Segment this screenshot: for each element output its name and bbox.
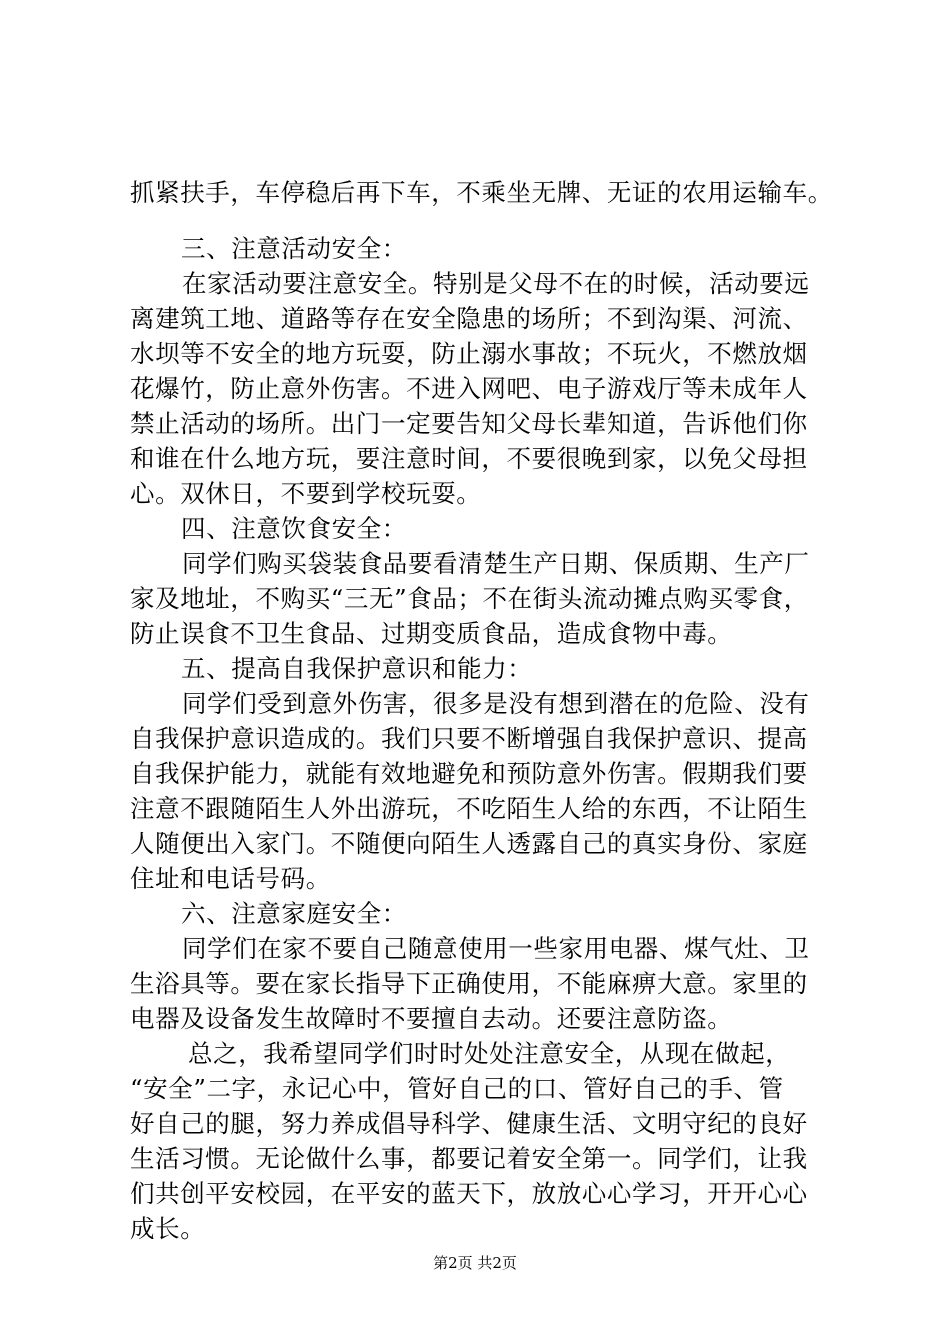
- paragraph-line: 在家活动要注意安全。特别是父母不在的时候，活动要远: [182, 269, 810, 298]
- section-heading: 三、注意活动安全：: [181, 234, 407, 263]
- paragraph-line: “安全”二字，永记心中，管好自己的口、管好自己的手、管: [130, 1074, 784, 1103]
- paragraph-line: 自我保护能力，就能有效地避免和预防意外伤害。假期我们要: [130, 759, 808, 788]
- paragraph-line: 人随便出入家门。不随便向陌生人透露自己的真实身份、家庭: [130, 829, 808, 858]
- section-heading: 六、注意家庭安全：: [181, 899, 407, 928]
- paragraph-line: 生活习惯。无论做什么事，都要记着安全第一。同学们，让我: [130, 1144, 808, 1173]
- paragraph-line: 禁止活动的场所。出门一定要告知父母长辈知道，告诉他们你: [130, 409, 808, 438]
- page-number-footer: 第2页 共2页: [433, 1254, 517, 1272]
- paragraph-line: 好自己的腿，努力养成倡导科学、健康生活、文明守纪的良好: [130, 1109, 808, 1138]
- paragraph-line: 心。双休日，不要到学校玩耍。: [130, 479, 482, 508]
- paragraph-line: 水坝等不安全的地方玩耍，防止溺水事故；不玩火，不燃放烟: [130, 339, 808, 368]
- paragraph-line: 总之，我希望同学们时时处处注意安全，从现在做起，: [188, 1039, 791, 1068]
- paragraph-line: 和谁在什么地方玩，要注意时间，不要很晚到家，以免父母担: [130, 444, 808, 473]
- paragraph-line: 抓紧扶手，车停稳后再下车，不乘坐无牌、无证的农用运输车。: [130, 178, 833, 207]
- paragraph-line: 电器及设备发生故障时不要擅自去动。还要注意防盗。: [130, 1004, 733, 1033]
- paragraph-line: 离建筑工地、道路等存在安全隐患的场所；不到沟渠、河流、: [130, 304, 808, 333]
- paragraph-line: 成长。: [130, 1214, 206, 1243]
- paragraph-line: 住址和电话号码。: [130, 864, 331, 893]
- paragraph-line: 生浴具等。要在家长指导下正确使用，不能麻痹大意。家里的: [130, 969, 808, 998]
- section-heading: 四、注意饮食安全：: [181, 514, 407, 543]
- paragraph-line: 注意不跟随陌生人外出游玩，不吃陌生人给的东西，不让陌生: [130, 794, 808, 823]
- section-heading: 五、提高自我保护意识和能力：: [181, 654, 533, 683]
- paragraph-line: 自我保护意识造成的。我们只要不断增强自我保护意识、提高: [130, 724, 808, 753]
- paragraph-line: 家及地址，不购买“三无”食品；不在街头流动摊点购买零食，: [130, 584, 809, 613]
- paragraph-line: 同学们在家不要自己随意使用一些家用电器、煤气灶、卫: [182, 934, 810, 963]
- paragraph-line: 同学们购买袋装食品要看清楚生产日期、保质期、生产厂: [182, 549, 810, 578]
- paragraph-line: 同学们受到意外伤害，很多是没有想到潜在的危险、没有: [182, 689, 810, 718]
- paragraph-line: 们共创平安校园，在平安的蓝天下，放放心心学习，开开心心: [130, 1179, 808, 1208]
- paragraph-line: 防止误食不卫生食品、过期变质食品，造成食物中毒。: [130, 619, 733, 648]
- paragraph-line: 花爆竹，防止意外伤害。不进入网吧、电子游戏厅等未成年人: [130, 374, 808, 403]
